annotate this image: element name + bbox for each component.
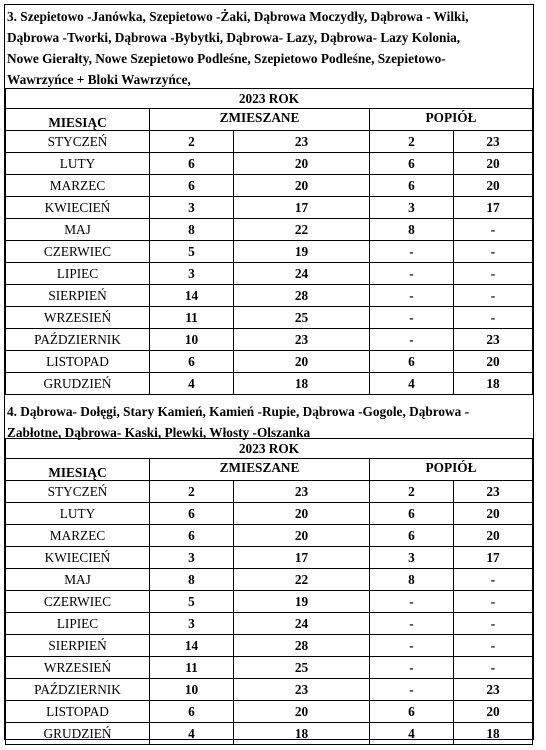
year-header: 2023 ROK: [6, 439, 533, 459]
ash-day-1-cell: -: [370, 635, 454, 657]
schedule-row: [6, 525, 533, 547]
month-cell: KWIECIEŃ: [6, 547, 150, 569]
section-4-table: [5, 438, 533, 745]
ash-day-1-cell: 6: [370, 351, 454, 373]
mixed-day-2-cell: 20: [234, 525, 370, 547]
ash-day-2-cell: 20: [454, 351, 533, 373]
mixed-day-2-cell: 23: [234, 329, 370, 351]
month-cell: SIERPIEŃ: [6, 285, 150, 307]
year-header: 2023 ROK: [6, 89, 533, 109]
ash-day-2-cell: -: [454, 613, 533, 635]
mixed-day-1-cell: 14: [150, 635, 234, 657]
mixed-day-1-cell: 10: [150, 679, 234, 701]
ash-day-2-cell: 17: [454, 197, 533, 219]
month-column-header: MIESIĄC: [6, 459, 150, 481]
ash-day-2-cell: -: [454, 591, 533, 613]
ash-day-1-cell: -: [370, 263, 454, 285]
mixed-day-1-cell: 2: [150, 131, 234, 153]
ash-column-header: POPIÓŁ: [370, 459, 533, 481]
schedule-row: [6, 329, 533, 351]
ash-day-2-cell: -: [454, 285, 533, 307]
ash-day-1-cell: 6: [370, 701, 454, 723]
ash-day-2-cell: 18: [454, 373, 533, 395]
ash-day-1-cell: 6: [370, 153, 454, 175]
month-cell: LISTOPAD: [6, 701, 150, 723]
ash-day-2-cell: -: [454, 307, 533, 329]
ash-day-1-cell: 4: [370, 723, 454, 745]
heading-line: Zabłotne, Dąbrowa- Kaski, Plewki, Włosty -Olszanka: [7, 425, 311, 440]
mixed-day-1-cell: 10: [150, 329, 234, 351]
heading-line: Dąbrowa -Tworki, Dąbrowa -Bybytki, Dąbrowa- Lazy, Dąbrowa- Lazy Kolonia,: [7, 30, 461, 45]
ash-day-2-cell: 20: [454, 525, 533, 547]
mixed-day-2-cell: 20: [234, 175, 370, 197]
ash-day-1-cell: 8: [370, 219, 454, 241]
mixed-day-1-cell: 6: [150, 701, 234, 723]
ash-day-2-cell: 20: [454, 701, 533, 723]
month-cell: MAJ: [6, 219, 150, 241]
mixed-day-2-cell: 22: [234, 219, 370, 241]
schedule-row: [6, 701, 533, 723]
month-cell: SIERPIEŃ: [6, 635, 150, 657]
ash-day-1-cell: 6: [370, 175, 454, 197]
ash-day-1-cell: -: [370, 613, 454, 635]
schedule-row: [6, 635, 533, 657]
month-cell: WRZESIEŃ: [6, 657, 150, 679]
schedule-row: [6, 351, 533, 373]
month-cell: KWIECIEŃ: [6, 197, 150, 219]
ash-day-1-cell: -: [370, 307, 454, 329]
month-cell: GRUDZIEŃ: [6, 723, 150, 745]
schedule-row: [6, 503, 533, 525]
mixed-day-1-cell: 4: [150, 723, 234, 745]
schedule-row: [6, 481, 533, 503]
mixed-day-2-cell: 28: [234, 635, 370, 657]
mixed-day-2-cell: 23: [234, 481, 370, 503]
ash-day-1-cell: 3: [370, 197, 454, 219]
ash-day-1-cell: 6: [370, 525, 454, 547]
mixed-day-2-cell: 18: [234, 373, 370, 395]
ash-day-2-cell: -: [454, 219, 533, 241]
mixed-day-2-cell: 23: [234, 679, 370, 701]
mixed-day-2-cell: 22: [234, 569, 370, 591]
month-cell: MARZEC: [6, 175, 150, 197]
ash-day-2-cell: 20: [454, 503, 533, 525]
schedule-row: [6, 307, 533, 329]
schedule-row: [6, 175, 533, 197]
month-cell: CZERWIEC: [6, 241, 150, 263]
ash-day-1-cell: 3: [370, 547, 454, 569]
schedule-row: [6, 153, 533, 175]
section-3-table: [5, 88, 533, 395]
month-cell: PAŹDZIERNIK: [6, 329, 150, 351]
month-column-header: MIESIĄC: [6, 109, 150, 131]
ash-day-1-cell: 8: [370, 569, 454, 591]
month-cell: LIPIEC: [6, 613, 150, 635]
schedule-row: [6, 723, 533, 745]
heading-line: Wawrzyńce + Bloki Wawrzyńce,: [7, 72, 191, 87]
ash-day-1-cell: -: [370, 241, 454, 263]
month-cell: WRZESIEŃ: [6, 307, 150, 329]
month-cell: MAJ: [6, 569, 150, 591]
schedule-row: [6, 657, 533, 679]
section-3-heading: [7, 6, 527, 90]
mixed-day-1-cell: 14: [150, 285, 234, 307]
mixed-day-1-cell: 2: [150, 481, 234, 503]
ash-day-2-cell: 20: [454, 153, 533, 175]
mixed-day-2-cell: 19: [234, 241, 370, 263]
schedule-row: [6, 679, 533, 701]
month-cell: STYCZEŃ: [6, 131, 150, 153]
mixed-day-1-cell: 6: [150, 351, 234, 373]
ash-day-2-cell: 18: [454, 723, 533, 745]
mixed-day-2-cell: 17: [234, 197, 370, 219]
ash-day-2-cell: -: [454, 263, 533, 285]
mixed-day-1-cell: 8: [150, 219, 234, 241]
heading-line: Nowe Gierałty, Nowe Szepietowo Podleśne, Szepietowo Podleśne, Szepietowo-: [7, 51, 446, 66]
month-cell: GRUDZIEŃ: [6, 373, 150, 395]
mixed-day-2-cell: 17: [234, 547, 370, 569]
schedule-row: [6, 547, 533, 569]
ash-day-1-cell: -: [370, 679, 454, 701]
schedule-row: [6, 613, 533, 635]
mixed-day-2-cell: 19: [234, 591, 370, 613]
ash-day-2-cell: -: [454, 657, 533, 679]
month-cell: LIPIEC: [6, 263, 150, 285]
mixed-day-2-cell: 20: [234, 503, 370, 525]
ash-day-1-cell: 2: [370, 481, 454, 503]
mixed-day-1-cell: 8: [150, 569, 234, 591]
ash-day-1-cell: -: [370, 329, 454, 351]
schedule-row: [6, 285, 533, 307]
ash-column-header: POPIÓŁ: [370, 109, 533, 131]
ash-day-1-cell: 6: [370, 503, 454, 525]
schedule-row: [6, 591, 533, 613]
section-4-heading: [7, 401, 527, 443]
mixed-day-1-cell: 11: [150, 657, 234, 679]
ash-day-2-cell: -: [454, 635, 533, 657]
schedule-row: [6, 219, 533, 241]
mixed-day-2-cell: 24: [234, 613, 370, 635]
month-cell: LUTY: [6, 153, 150, 175]
ash-day-1-cell: -: [370, 285, 454, 307]
mixed-day-2-cell: 20: [234, 153, 370, 175]
mixed-day-1-cell: 4: [150, 373, 234, 395]
month-cell: PAŹDZIERNIK: [6, 679, 150, 701]
schedule-row: [6, 241, 533, 263]
ash-day-1-cell: -: [370, 591, 454, 613]
mixed-day-2-cell: 20: [234, 351, 370, 373]
mixed-day-2-cell: 23: [234, 131, 370, 153]
mixed-day-2-cell: 28: [234, 285, 370, 307]
heading-line: 3. Szepietowo -Janówka, Szepietowo -Żaki, Dąbrowa Moczydły, Dąbrowa - Wilki,: [7, 9, 469, 24]
schedule-row: [6, 263, 533, 285]
mixed-day-1-cell: 3: [150, 263, 234, 285]
month-cell: MARZEC: [6, 525, 150, 547]
mixed-day-2-cell: 24: [234, 263, 370, 285]
schedule-row: [6, 373, 533, 395]
mixed-day-1-cell: 6: [150, 153, 234, 175]
mixed-day-1-cell: 3: [150, 547, 234, 569]
ash-day-2-cell: 23: [454, 131, 533, 153]
ash-day-2-cell: 17: [454, 547, 533, 569]
month-cell: CZERWIEC: [6, 591, 150, 613]
ash-day-2-cell: 20: [454, 175, 533, 197]
mixed-day-2-cell: 18: [234, 723, 370, 745]
month-cell: STYCZEŃ: [6, 481, 150, 503]
ash-day-1-cell: 2: [370, 131, 454, 153]
heading-line: 4. Dąbrowa- Dołęgi, Stary Kamień, Kamień -Rupie, Dąbrowa -Gogole, Dąbrowa -: [7, 404, 470, 419]
mixed-day-2-cell: 25: [234, 657, 370, 679]
mixed-waste-column-header: ZMIESZANE: [150, 459, 370, 481]
schedule-row: [6, 131, 533, 153]
ash-day-2-cell: 23: [454, 481, 533, 503]
ash-day-1-cell: 4: [370, 373, 454, 395]
mixed-day-1-cell: 3: [150, 197, 234, 219]
month-cell: LUTY: [6, 503, 150, 525]
ash-day-2-cell: 23: [454, 329, 533, 351]
mixed-day-1-cell: 6: [150, 525, 234, 547]
mixed-day-1-cell: 11: [150, 307, 234, 329]
mixed-day-1-cell: 3: [150, 613, 234, 635]
schedule-row: [6, 197, 533, 219]
mixed-day-1-cell: 5: [150, 241, 234, 263]
schedule-row: [6, 569, 533, 591]
mixed-day-2-cell: 25: [234, 307, 370, 329]
mixed-day-1-cell: 6: [150, 503, 234, 525]
mixed-day-1-cell: 5: [150, 591, 234, 613]
month-cell: LISTOPAD: [6, 351, 150, 373]
ash-day-2-cell: -: [454, 241, 533, 263]
mixed-day-2-cell: 20: [234, 701, 370, 723]
ash-day-2-cell: -: [454, 569, 533, 591]
ash-day-1-cell: -: [370, 657, 454, 679]
mixed-waste-column-header: ZMIESZANE: [150, 109, 370, 131]
ash-day-2-cell: 23: [454, 679, 533, 701]
schedule-document: [4, 4, 534, 740]
mixed-day-1-cell: 6: [150, 175, 234, 197]
